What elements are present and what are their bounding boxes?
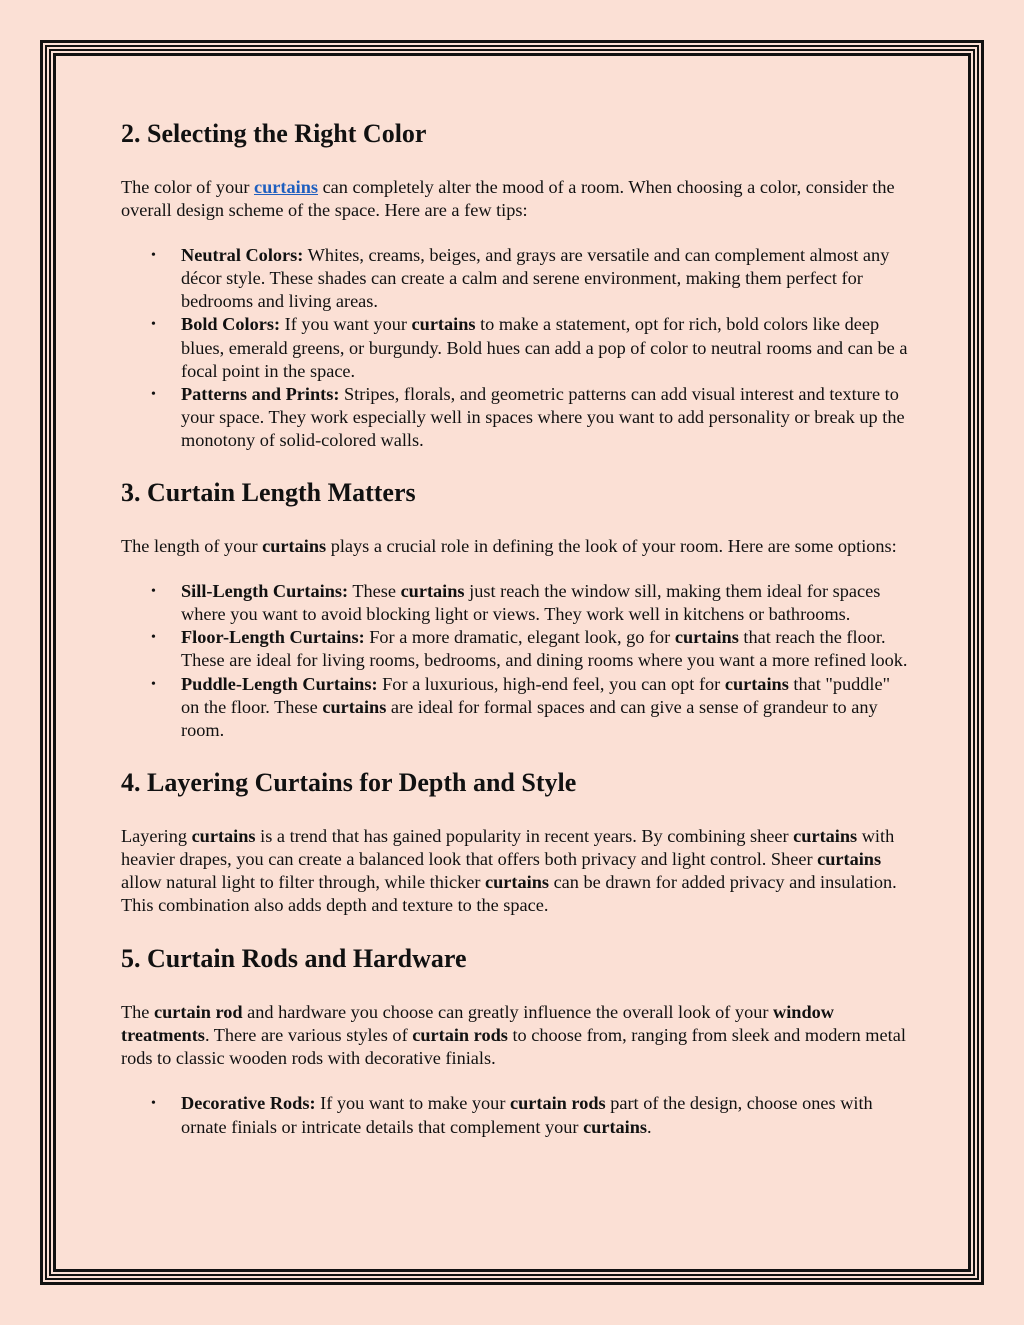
curtains-link[interactable]: curtains	[254, 177, 318, 197]
text-run: with heavier drapes, you can create a balanced look that offers both privacy and light control. Sheer	[121, 825, 895, 869]
item-title: Neutral Colors:	[181, 245, 304, 266]
item-text: For a more dramatic, elegant look, go for	[364, 627, 675, 648]
bold-term: curtain rods	[509, 1093, 606, 1114]
text-run: is a trend that has gained popularity in recent years. By combining sheer	[255, 825, 794, 846]
list-item	[151, 1092, 911, 1138]
item-title: Sill-Length Curtains:	[181, 581, 349, 602]
section-rods-hardware	[121, 943, 911, 1138]
item-text: to make a statement, opt for rich, bold colors like deep blues, emerald greens, or burgundy. Bold hues can add a pop of color to neutral rooms and can be a focal point in the space.	[181, 314, 908, 381]
rod-types-list	[121, 1092, 911, 1138]
list-item	[151, 383, 911, 452]
bullet-icon: •	[151, 386, 156, 402]
text-run: . There are various styles of	[204, 1025, 413, 1046]
section-intro	[121, 535, 911, 558]
item-text: If you want to make your	[315, 1093, 510, 1114]
bold-term: curtain rod	[154, 1002, 243, 1023]
document-body	[121, 118, 911, 1164]
section-heading: 3. Curtain Length Matters	[121, 478, 416, 508]
bold-term: curtains	[583, 1116, 648, 1137]
text-run: The color of your	[121, 177, 255, 197]
bold-term: curtains	[724, 673, 789, 694]
bullet-icon: •	[151, 630, 156, 646]
section-heading: 5. Curtain Rods and Hardware	[121, 944, 467, 974]
item-text: part of the design, choose ones with ornate finials or intricate details that complement your	[181, 1093, 873, 1137]
section-heading: 4. Layering Curtains for Depth and Style	[121, 767, 577, 797]
text-run: plays a crucial role in defining the look of your room. Here are some options:	[326, 536, 897, 557]
length-options-list	[121, 580, 911, 742]
text-run: allow natural light to filter through, while thicker	[121, 871, 486, 892]
item-text: .	[647, 1116, 652, 1137]
item-text: Stripes, florals, and geometric patterns can add visual interest and texture to your space. They work especially well in spaces where you want to add personality or break up the monotony of solid-colored walls.	[181, 383, 905, 450]
item-title: Decorative Rods:	[181, 1093, 316, 1114]
text-run: Layering	[121, 825, 192, 846]
text-run: can completely alter the mood of a room. When choosing a color, consider the overall design scheme of the space. Here are a few tips:	[121, 177, 895, 221]
section-curtain-length	[121, 477, 911, 742]
text-run: and hardware you choose can greatly influence the overall look of your	[242, 1002, 774, 1023]
item-title: Patterns and Prints:	[181, 383, 340, 404]
item-text: If you want your	[280, 314, 412, 335]
bold-term: window treatments	[121, 1002, 834, 1046]
bold-term: curtains	[793, 825, 858, 846]
bullet-icon: •	[151, 248, 156, 264]
bullet-icon: •	[151, 584, 156, 600]
item-text: are ideal for formal spaces and can give a sense of grandeur to any room.	[181, 696, 878, 740]
item-text: that "puddle" on the floor. These	[181, 673, 891, 717]
section-paragraph	[121, 825, 911, 917]
bullet-icon: •	[151, 676, 156, 692]
section-selecting-color	[121, 118, 911, 452]
bold-term: curtain rods	[412, 1025, 508, 1046]
text-run: can be drawn for added privacy and insulation. This combination also adds depth and texture to the space.	[121, 871, 897, 916]
tips-list	[121, 244, 911, 452]
text-run: The length of your	[121, 536, 263, 557]
bold-term: curtains	[322, 696, 387, 717]
section-heading: 2. Selecting the Right Color	[121, 119, 427, 148]
section-paragraph	[121, 1001, 911, 1070]
item-text: that reach the floor. These are ideal for living rooms, bedrooms, and dining rooms where you want a more refined look.	[181, 627, 908, 671]
bold-term: curtains	[674, 627, 739, 648]
item-title: Floor-Length Curtains:	[181, 627, 365, 648]
bullet-icon: •	[151, 317, 156, 333]
list-item	[151, 673, 911, 742]
list-item	[151, 626, 911, 672]
section-layering	[121, 767, 911, 917]
bold-term: curtains	[411, 314, 476, 335]
item-text: Whites, creams, beiges, and grays are versatile and can complement almost any décor style. These shades can create a calm and serene environment, making them perfect for bedrooms and living areas.	[181, 245, 890, 312]
list-item	[151, 244, 911, 313]
bold-term: curtains	[262, 536, 327, 557]
item-text: just reach the window sill, making them ideal for spaces where you want to avoid blocking light or views. They work well in kitchens or bathrooms.	[181, 581, 881, 625]
item-text: These	[348, 581, 401, 602]
bold-term: curtains	[191, 825, 256, 846]
item-title: Bold Colors:	[181, 314, 281, 335]
section-intro	[121, 176, 911, 222]
bullet-icon: •	[151, 1096, 156, 1112]
text-run: The	[121, 1002, 154, 1023]
list-item	[151, 580, 911, 626]
list-item	[151, 313, 911, 382]
item-text: For a luxurious, high-end feel, you can opt for	[377, 673, 725, 694]
bold-term: curtains	[400, 581, 465, 602]
bold-term: curtains	[817, 848, 882, 869]
bold-term: curtains	[485, 871, 549, 892]
item-title: Puddle-Length Curtains:	[181, 673, 378, 694]
text-run: to choose from, ranging from sleek and modern metal rods to classic wooden rods with decorative finials.	[121, 1025, 906, 1069]
